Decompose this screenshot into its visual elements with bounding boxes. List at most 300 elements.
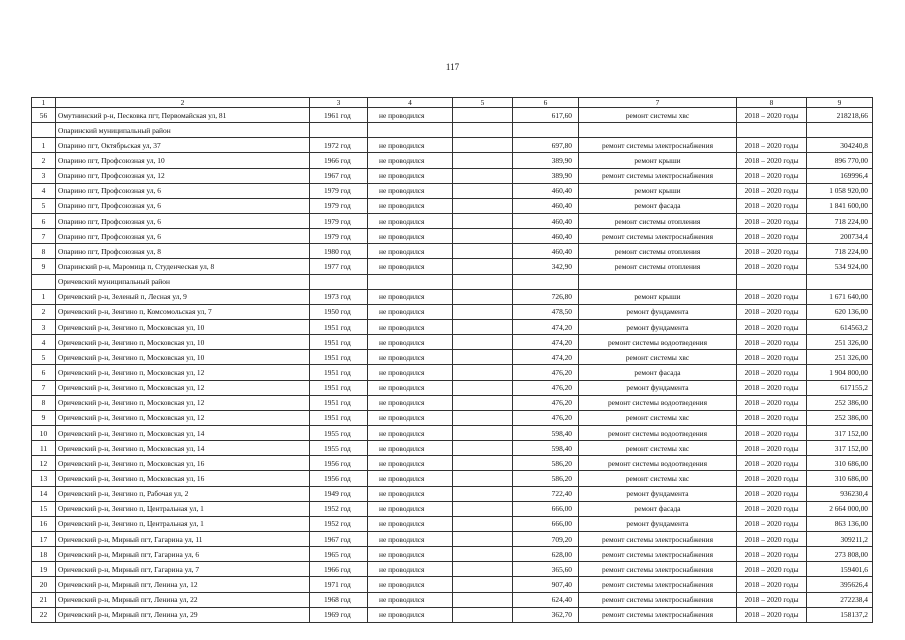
address-cell: Оричевский р-н, Зенгино п, Московская ул, 12	[56, 395, 310, 410]
construction-year-cell: 1949 год	[310, 486, 368, 501]
last-repair-cell: не проводился	[368, 229, 453, 244]
table-row	[32, 471, 873, 486]
period-cell: 2018 – 2020 годы	[737, 168, 807, 183]
district-spacer	[32, 123, 56, 138]
period-cell: 2018 – 2020 годы	[737, 153, 807, 168]
table-row	[32, 562, 873, 577]
last-repair-cell: не проводился	[368, 501, 453, 516]
district-spacer	[579, 123, 737, 138]
district-spacer	[32, 274, 56, 289]
area-cell: 474,20	[513, 350, 579, 365]
work-type-cell: ремонт системы отопления	[579, 259, 737, 274]
col-5-cell	[453, 531, 513, 546]
construction-year-cell: 1979 год	[310, 229, 368, 244]
area-cell: 586,20	[513, 471, 579, 486]
last-repair-cell: не проводился	[368, 213, 453, 228]
header-cell-7: 7	[579, 98, 737, 108]
table-row	[32, 108, 873, 123]
period-cell: 2018 – 2020 годы	[737, 198, 807, 213]
address-cell: Оричевский р-н, Мирный пгт, Гагарина ул, 11	[56, 531, 310, 546]
construction-year-cell: 1951 год	[310, 380, 368, 395]
area-cell: 460,40	[513, 198, 579, 213]
cost-cell: 310 686,00	[807, 456, 873, 471]
period-cell: 2018 – 2020 годы	[737, 531, 807, 546]
address-cell: Оричевский р-н, Зенгино п, Московская ул, 12	[56, 380, 310, 395]
period-cell: 2018 – 2020 годы	[737, 456, 807, 471]
col-5-cell	[453, 350, 513, 365]
period-cell: 2018 – 2020 годы	[737, 335, 807, 350]
row-number-cell: 3	[32, 168, 56, 183]
row-number-cell: 2	[32, 153, 56, 168]
row-number-cell: 13	[32, 471, 56, 486]
construction-year-cell: 1972 год	[310, 138, 368, 153]
construction-year-cell: 1967 год	[310, 168, 368, 183]
area-cell: 726,80	[513, 289, 579, 304]
row-number-cell: 4	[32, 335, 56, 350]
work-type-cell: ремонт системы электроснабжения	[579, 562, 737, 577]
table-row	[32, 531, 873, 546]
last-repair-cell: не проводился	[368, 577, 453, 592]
period-cell: 2018 – 2020 годы	[737, 244, 807, 259]
area-cell: 476,20	[513, 395, 579, 410]
cost-cell: 2 664 000,00	[807, 501, 873, 516]
table-row	[32, 547, 873, 562]
cost-cell: 304240,8	[807, 138, 873, 153]
address-cell: Оричевский р-н, Зенгино п, Московская ул, 12	[56, 410, 310, 425]
work-type-cell: ремонт фасада	[579, 198, 737, 213]
last-repair-cell: не проводился	[368, 547, 453, 562]
col-5-cell	[453, 441, 513, 456]
col-5-cell	[453, 471, 513, 486]
header-cell-8: 8	[737, 98, 807, 108]
cost-cell: 252 386,00	[807, 395, 873, 410]
area-cell: 460,40	[513, 229, 579, 244]
address-cell: Оричевский р-н, Зенгино п, Комсомольская ул, 7	[56, 304, 310, 319]
construction-year-cell: 1950 год	[310, 304, 368, 319]
last-repair-cell: не проводился	[368, 198, 453, 213]
period-cell: 2018 – 2020 годы	[737, 441, 807, 456]
col-5-cell	[453, 213, 513, 228]
area-cell: 476,20	[513, 380, 579, 395]
row-number-cell: 7	[32, 229, 56, 244]
last-repair-cell: не проводился	[368, 486, 453, 501]
cost-cell: 159401,6	[807, 562, 873, 577]
last-repair-cell: не проводился	[368, 153, 453, 168]
period-cell: 2018 – 2020 годы	[737, 410, 807, 425]
table-row	[32, 244, 873, 259]
row-number-cell: 9	[32, 410, 56, 425]
area-cell: 365,60	[513, 562, 579, 577]
work-type-cell: ремонт крыши	[579, 289, 737, 304]
construction-year-cell: 1955 год	[310, 441, 368, 456]
last-repair-cell: не проводился	[368, 319, 453, 334]
last-repair-cell: не проводился	[368, 138, 453, 153]
row-number-cell: 1	[32, 138, 56, 153]
table-row	[32, 577, 873, 592]
col-5-cell	[453, 486, 513, 501]
header-cell-4: 4	[368, 98, 453, 108]
col-5-cell	[453, 410, 513, 425]
col-5-cell	[453, 577, 513, 592]
address-cell: Оричевский р-н, Мирный пгт, Гагарина ул, 7	[56, 562, 310, 577]
table-row	[32, 168, 873, 183]
cost-cell: 718 224,00	[807, 213, 873, 228]
cost-cell: 620 136,00	[807, 304, 873, 319]
address-cell: Оричевский р-н, Зенгино п, Московская ул, 10	[56, 335, 310, 350]
cost-cell: 158137,2	[807, 607, 873, 622]
period-cell: 2018 – 2020 годы	[737, 562, 807, 577]
header-cell-2: 2	[56, 98, 310, 108]
construction-year-cell: 1961 год	[310, 108, 368, 123]
col-5-cell	[453, 259, 513, 274]
last-repair-cell: не проводился	[368, 335, 453, 350]
period-cell: 2018 – 2020 годы	[737, 425, 807, 440]
area-cell: 722,40	[513, 486, 579, 501]
district-spacer	[807, 123, 873, 138]
period-cell: 2018 – 2020 годы	[737, 577, 807, 592]
construction-year-cell: 1979 год	[310, 198, 368, 213]
table-row	[32, 183, 873, 198]
cost-cell: 310 686,00	[807, 471, 873, 486]
area-cell: 628,00	[513, 547, 579, 562]
col-5-cell	[453, 289, 513, 304]
table-row	[32, 501, 873, 516]
table-row	[32, 456, 873, 471]
construction-year-cell: 1967 год	[310, 531, 368, 546]
header-cell-1: 1	[32, 98, 56, 108]
district-spacer	[513, 274, 579, 289]
col-5-cell	[453, 562, 513, 577]
table-row	[32, 441, 873, 456]
district-name: Опаринский муниципальный район	[56, 123, 310, 138]
last-repair-cell: не проводился	[368, 607, 453, 622]
work-type-cell: ремонт системы хвс	[579, 350, 737, 365]
construction-year-cell: 1956 год	[310, 456, 368, 471]
area-cell: 624,40	[513, 592, 579, 607]
header-cell-9: 9	[807, 98, 873, 108]
last-repair-cell: не проводился	[368, 562, 453, 577]
last-repair-cell: не проводился	[368, 425, 453, 440]
work-type-cell: ремонт системы электроснабжения	[579, 592, 737, 607]
row-number-cell: 4	[32, 183, 56, 198]
area-cell: 460,40	[513, 244, 579, 259]
area-cell: 362,70	[513, 607, 579, 622]
address-cell: Опарино пгт, Профсоюзная ул, 6	[56, 229, 310, 244]
period-cell: 2018 – 2020 годы	[737, 516, 807, 531]
cost-cell: 317 152,00	[807, 425, 873, 440]
row-number-cell: 8	[32, 395, 56, 410]
row-number-cell: 17	[32, 531, 56, 546]
construction-year-cell: 1980 год	[310, 244, 368, 259]
col-5-cell	[453, 425, 513, 440]
district-spacer	[310, 123, 368, 138]
period-cell: 2018 – 2020 годы	[737, 183, 807, 198]
work-type-cell: ремонт системы электроснабжения	[579, 531, 737, 546]
table-row	[32, 259, 873, 274]
last-repair-cell: не проводился	[368, 259, 453, 274]
district-spacer	[453, 123, 513, 138]
work-type-cell: ремонт фундамента	[579, 380, 737, 395]
cost-cell: 896 770,00	[807, 153, 873, 168]
last-repair-cell: не проводился	[368, 410, 453, 425]
col-5-cell	[453, 547, 513, 562]
cost-cell: 1 841 600,00	[807, 198, 873, 213]
last-repair-cell: не проводился	[368, 304, 453, 319]
address-cell: Оричевский р-н, Мирный пгт, Ленина ул, 22	[56, 592, 310, 607]
work-type-cell: ремонт системы водоотведения	[579, 456, 737, 471]
col-5-cell	[453, 607, 513, 622]
table-row	[32, 425, 873, 440]
row-number-cell: 21	[32, 592, 56, 607]
row-number-cell: 7	[32, 380, 56, 395]
construction-year-cell: 1971 год	[310, 577, 368, 592]
table-row	[32, 410, 873, 425]
table-row	[32, 198, 873, 213]
address-cell: Опарино пгт, Профсоюзная ул, 6	[56, 213, 310, 228]
header-cell-5: 5	[453, 98, 513, 108]
construction-year-cell: 1951 год	[310, 365, 368, 380]
period-cell: 2018 – 2020 годы	[737, 607, 807, 622]
row-number-cell: 14	[32, 486, 56, 501]
area-cell: 478,50	[513, 304, 579, 319]
work-type-cell: ремонт системы водоотведения	[579, 335, 737, 350]
row-number-cell: 20	[32, 577, 56, 592]
period-cell: 2018 – 2020 годы	[737, 501, 807, 516]
construction-year-cell: 1951 год	[310, 335, 368, 350]
cost-cell: 252 386,00	[807, 410, 873, 425]
col-5-cell	[453, 456, 513, 471]
construction-year-cell: 1965 год	[310, 547, 368, 562]
last-repair-cell: не проводился	[368, 183, 453, 198]
period-cell: 2018 – 2020 годы	[737, 395, 807, 410]
work-type-cell: ремонт системы электроснабжения	[579, 229, 737, 244]
header-row	[32, 98, 873, 108]
col-5-cell	[453, 501, 513, 516]
row-number-cell: 19	[32, 562, 56, 577]
district-name: Оричевский муниципальный район	[56, 274, 310, 289]
row-number-cell: 6	[32, 213, 56, 228]
area-cell: 598,40	[513, 441, 579, 456]
area-cell: 617,60	[513, 108, 579, 123]
row-number-cell: 22	[32, 607, 56, 622]
last-repair-cell: не проводился	[368, 108, 453, 123]
period-cell: 2018 – 2020 годы	[737, 350, 807, 365]
district-spacer	[737, 274, 807, 289]
row-number-cell: 8	[32, 244, 56, 259]
last-repair-cell: не проводился	[368, 380, 453, 395]
work-type-cell: ремонт системы хвс	[579, 410, 737, 425]
district-row	[32, 274, 873, 289]
cost-cell: 272238,4	[807, 592, 873, 607]
row-number-cell: 6	[32, 365, 56, 380]
address-cell: Оричевский р-н, Зенгино п, Московская ул, 12	[56, 365, 310, 380]
row-number-cell: 15	[32, 501, 56, 516]
last-repair-cell: не проводился	[368, 531, 453, 546]
col-5-cell	[453, 319, 513, 334]
last-repair-cell: не проводился	[368, 516, 453, 531]
cost-cell: 218218,66	[807, 108, 873, 123]
table-row	[32, 229, 873, 244]
period-cell: 2018 – 2020 годы	[737, 471, 807, 486]
cost-cell: 617155,2	[807, 380, 873, 395]
area-cell: 474,20	[513, 319, 579, 334]
table-row	[32, 380, 873, 395]
area-cell: 697,80	[513, 138, 579, 153]
work-type-cell: ремонт системы электроснабжения	[579, 607, 737, 622]
address-cell: Оричевский р-н, Зенгино п, Рабочая ул, 2	[56, 486, 310, 501]
period-cell: 2018 – 2020 годы	[737, 547, 807, 562]
table-row	[32, 365, 873, 380]
repair-program-table	[31, 97, 873, 623]
col-5-cell	[453, 380, 513, 395]
col-5-cell	[453, 229, 513, 244]
last-repair-cell: не проводился	[368, 441, 453, 456]
period-cell: 2018 – 2020 годы	[737, 259, 807, 274]
district-spacer	[579, 274, 737, 289]
period-cell: 2018 – 2020 годы	[737, 138, 807, 153]
work-type-cell: ремонт фундамента	[579, 304, 737, 319]
period-cell: 2018 – 2020 годы	[737, 304, 807, 319]
address-cell: Оричевский р-н, Зенгино п, Московская ул, 16	[56, 471, 310, 486]
construction-year-cell: 1956 год	[310, 471, 368, 486]
period-cell: 2018 – 2020 годы	[737, 319, 807, 334]
address-cell: Опарино пгт, Профсоюзная ул, 8	[56, 244, 310, 259]
last-repair-cell: не проводился	[368, 350, 453, 365]
period-cell: 2018 – 2020 годы	[737, 229, 807, 244]
address-cell: Оричевский р-н, Мирный пгт, Ленина ул, 29	[56, 607, 310, 622]
table-body	[32, 98, 873, 623]
last-repair-cell: не проводился	[368, 592, 453, 607]
period-cell: 2018 – 2020 годы	[737, 108, 807, 123]
col-5-cell	[453, 592, 513, 607]
district-spacer	[513, 123, 579, 138]
construction-year-cell: 1951 год	[310, 319, 368, 334]
col-5-cell	[453, 304, 513, 319]
table-row	[32, 213, 873, 228]
construction-year-cell: 1973 год	[310, 289, 368, 304]
cost-cell: 395626,4	[807, 577, 873, 592]
cost-cell: 273 808,00	[807, 547, 873, 562]
table-row	[32, 516, 873, 531]
table-row	[32, 138, 873, 153]
row-number-cell: 10	[32, 425, 56, 440]
col-5-cell	[453, 198, 513, 213]
cost-cell: 534 924,00	[807, 259, 873, 274]
work-type-cell: ремонт системы хвс	[579, 441, 737, 456]
col-5-cell	[453, 365, 513, 380]
row-number-cell: 9	[32, 259, 56, 274]
area-cell: 460,40	[513, 183, 579, 198]
work-type-cell: ремонт системы отопления	[579, 213, 737, 228]
table-row	[32, 592, 873, 607]
table-row	[32, 319, 873, 334]
district-spacer	[368, 274, 453, 289]
work-type-cell: ремонт крыши	[579, 153, 737, 168]
col-5-cell	[453, 335, 513, 350]
work-type-cell: ремонт системы водоотведения	[579, 395, 737, 410]
last-repair-cell: не проводился	[368, 395, 453, 410]
table-row	[32, 395, 873, 410]
address-cell: Оричевский р-н, Мирный пгт, Гагарина ул, 6	[56, 547, 310, 562]
cost-cell: 169996,4	[807, 168, 873, 183]
address-cell: Опарино пгт, Профсоюзная ул, 6	[56, 198, 310, 213]
address-cell: Опаринский р-н, Маромица п, Студенческая ул, 8	[56, 259, 310, 274]
col-5-cell	[453, 395, 513, 410]
construction-year-cell: 1968 год	[310, 592, 368, 607]
table-row	[32, 289, 873, 304]
cost-cell: 936230,4	[807, 486, 873, 501]
period-cell: 2018 – 2020 годы	[737, 380, 807, 395]
last-repair-cell: не проводился	[368, 471, 453, 486]
construction-year-cell: 1951 год	[310, 410, 368, 425]
address-cell: Опарино пгт, Профсоюзная ул, 6	[56, 183, 310, 198]
work-type-cell: ремонт системы водоотведения	[579, 425, 737, 440]
work-type-cell: ремонт системы электроснабжения	[579, 168, 737, 183]
construction-year-cell: 1979 год	[310, 183, 368, 198]
cost-cell: 251 326,00	[807, 335, 873, 350]
area-cell: 460,40	[513, 213, 579, 228]
area-cell: 586,20	[513, 456, 579, 471]
construction-year-cell: 1951 год	[310, 350, 368, 365]
col-5-cell	[453, 138, 513, 153]
construction-year-cell: 1977 год	[310, 259, 368, 274]
district-spacer	[807, 274, 873, 289]
col-5-cell	[453, 108, 513, 123]
address-cell: Оричевский р-н, Мирный пгт, Ленина ул, 12	[56, 577, 310, 592]
row-number-cell: 1	[32, 289, 56, 304]
address-cell: Оричевский р-н, Зенгино п, Московская ул, 10	[56, 319, 310, 334]
table-row	[32, 304, 873, 319]
row-number-cell: 5	[32, 198, 56, 213]
address-cell: Оричевский р-н, Зенгино п, Московская ул, 10	[56, 350, 310, 365]
cost-cell: 200734,4	[807, 229, 873, 244]
row-number-cell: 16	[32, 516, 56, 531]
work-type-cell: ремонт фундамента	[579, 486, 737, 501]
period-cell: 2018 – 2020 годы	[737, 213, 807, 228]
cost-cell: 309211,2	[807, 531, 873, 546]
work-type-cell: ремонт системы хвс	[579, 471, 737, 486]
construction-year-cell: 1969 год	[310, 607, 368, 622]
col-5-cell	[453, 153, 513, 168]
area-cell: 709,20	[513, 531, 579, 546]
construction-year-cell: 1951 год	[310, 395, 368, 410]
area-cell: 907,40	[513, 577, 579, 592]
construction-year-cell: 1966 год	[310, 562, 368, 577]
area-cell: 666,00	[513, 516, 579, 531]
construction-year-cell: 1979 год	[310, 213, 368, 228]
last-repair-cell: не проводился	[368, 168, 453, 183]
work-type-cell: ремонт системы электроснабжения	[579, 547, 737, 562]
address-cell: Оричевский р-н, Зенгино п, Центральная ул, 1	[56, 516, 310, 531]
last-repair-cell: не проводился	[368, 244, 453, 259]
address-cell: Оричевский р-н, Зенгино п, Центральная ул, 1	[56, 501, 310, 516]
work-type-cell: ремонт системы отопления	[579, 244, 737, 259]
header-cell-3: 3	[310, 98, 368, 108]
header-cell-6: 6	[513, 98, 579, 108]
district-row	[32, 123, 873, 138]
cost-cell: 614563,2	[807, 319, 873, 334]
period-cell: 2018 – 2020 годы	[737, 365, 807, 380]
col-5-cell	[453, 168, 513, 183]
cost-cell: 1 058 920,00	[807, 183, 873, 198]
construction-year-cell: 1952 год	[310, 501, 368, 516]
period-cell: 2018 – 2020 годы	[737, 592, 807, 607]
col-5-cell	[453, 244, 513, 259]
area-cell: 598,40	[513, 425, 579, 440]
table-row	[32, 607, 873, 622]
row-number-cell: 11	[32, 441, 56, 456]
table-row	[32, 486, 873, 501]
